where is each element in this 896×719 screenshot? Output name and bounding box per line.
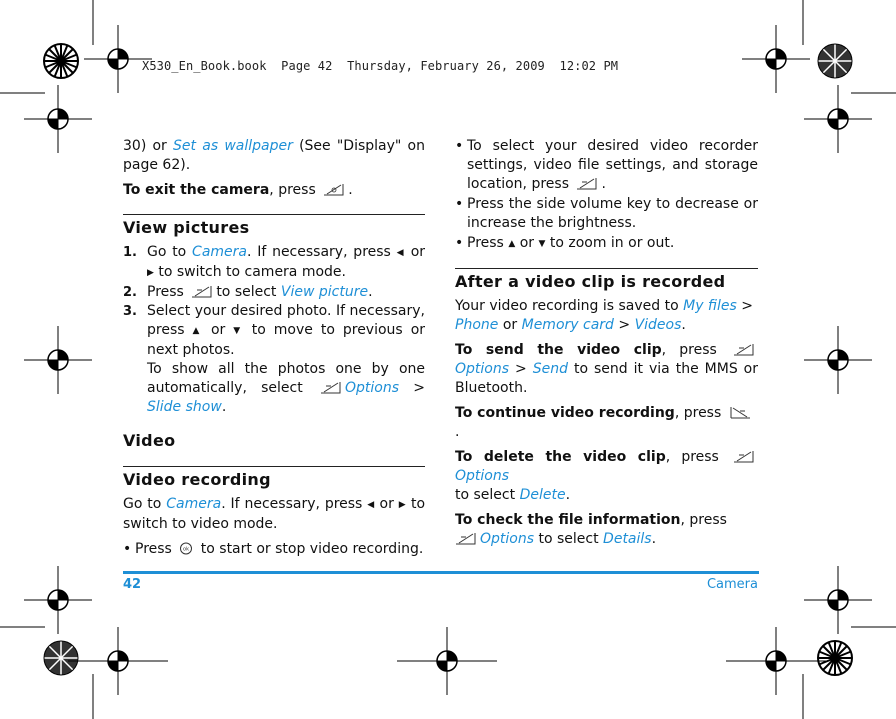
delete-link: Delete — [519, 487, 566, 503]
exit-camera-paragraph: To exit the camera, press . — [123, 182, 353, 198]
crosshair-registration-icon — [742, 25, 810, 93]
video-recording-heading: Video recording — [123, 466, 425, 491]
soft-key-icon — [455, 532, 477, 545]
crosshair-registration-icon — [24, 326, 92, 394]
continue-recording-paragraph: To continue video recording, press . — [455, 404, 758, 442]
slide-show-link: Slide show — [147, 399, 222, 415]
right-arrow-icon: ▶ — [147, 268, 154, 278]
step-item: 1. Go to Camera. If necessary, press ◀ or ▶ to switch to camera mode. — [123, 244, 426, 280]
crosshair-registration-icon — [24, 85, 92, 153]
book-slug-line: X530_En_Book.book Page 42 Thursday, February 26, 2009 12:02 PM — [142, 59, 619, 73]
video-recording-paragraph: Go to Camera. If necessary, press ◀ or ▶ to switch to video mode. — [123, 496, 426, 532]
soft-key-icon — [320, 381, 342, 394]
page-number: 42 — [123, 577, 142, 592]
delete-clip-paragraph: To delete the video clip, press Options to select Delete. — [455, 448, 758, 505]
up-arrow-icon: ▲ — [508, 239, 516, 249]
memory-card-link: Memory card — [521, 317, 614, 333]
down-arrow-icon: ▼ — [233, 326, 244, 336]
svg-text:ok: ok — [183, 546, 190, 553]
crosshair-registration-icon — [804, 566, 872, 634]
chapter-title: Camera — [706, 577, 758, 592]
step-item: 3. Select your desired photo. If necessary, press ▲ or ▼ to move to previous or next photos. To show all the photos one by one automatically, select Options > Slide show. — [123, 303, 426, 415]
phone-link: Phone — [455, 317, 499, 333]
starburst-registration-icon — [44, 641, 78, 675]
soft-key-icon — [191, 285, 213, 298]
details-link: Details — [603, 531, 652, 547]
right-arrow-icon: ▶ — [398, 500, 407, 510]
view-pictures-heading: View pictures — [123, 214, 425, 239]
list-item: • Press the side volume key to decrease or increase the brightness. — [455, 195, 758, 233]
options-link: Options — [455, 361, 510, 377]
soft-key-icon — [729, 406, 751, 419]
list-item: • To select your desired video recorder settings, video file settings, and storage location, press . — [455, 137, 758, 194]
soft-key-icon — [733, 343, 755, 356]
options-link: Options — [344, 380, 400, 396]
saved-location-paragraph: Your video recording is saved to My files > Phone or Memory card > Videos. — [455, 298, 753, 333]
left-arrow-icon: ◀ — [396, 248, 405, 258]
wallpaper-paragraph: 30) or Set as wallpaper (See "Display" on page 62). — [123, 138, 425, 173]
view-picture-link: View picture — [280, 284, 369, 300]
up-arrow-icon: ▲ — [192, 326, 203, 336]
camera-key-icon — [323, 183, 345, 196]
options-link: Options — [455, 468, 510, 484]
camera-link: Camera — [192, 244, 247, 260]
footer-rule — [123, 571, 759, 574]
ok-key-icon — [179, 542, 193, 555]
crosshair-registration-icon — [24, 566, 92, 634]
videos-link: Videos — [634, 317, 682, 333]
camera-link: Camera — [166, 496, 222, 512]
list-item: • Press ▲ or ▼ to zoom in or out. — [455, 234, 758, 254]
settings-bullets — [455, 137, 758, 254]
left-arrow-icon: ◀ — [367, 500, 375, 510]
soft-key-icon — [733, 450, 755, 463]
down-arrow-icon: ▼ — [538, 239, 546, 249]
starburst-registration-icon — [818, 641, 852, 675]
my-files-link: My files — [683, 298, 737, 314]
list-item: • Press ok to start or stop video recording. — [123, 540, 425, 559]
left-column — [123, 137, 425, 565]
recording-bullets — [123, 540, 425, 559]
send-link: Send — [532, 361, 568, 377]
file-details-paragraph: To check the file information, press Options to select Details. — [455, 512, 727, 547]
crosshair-registration-icon — [804, 326, 872, 394]
step-item: 2. Press to select View picture. — [123, 284, 373, 300]
right-column — [455, 137, 758, 555]
starburst-registration-icon — [44, 44, 78, 78]
set-as-wallpaper-link: Set as wallpaper — [173, 138, 293, 154]
send-clip-paragraph: To send the video clip, press Options > Send to send it via the MMS or Bluetooth. — [455, 342, 759, 396]
options-link: Options — [480, 531, 535, 547]
view-pictures-steps — [123, 243, 425, 417]
crosshair-registration-icon — [804, 85, 872, 153]
soft-key-icon — [576, 177, 598, 190]
after-recorded-heading: After a video clip is recorded — [455, 268, 758, 293]
starburst-registration-icon — [818, 44, 852, 78]
video-heading: Video — [123, 431, 176, 450]
